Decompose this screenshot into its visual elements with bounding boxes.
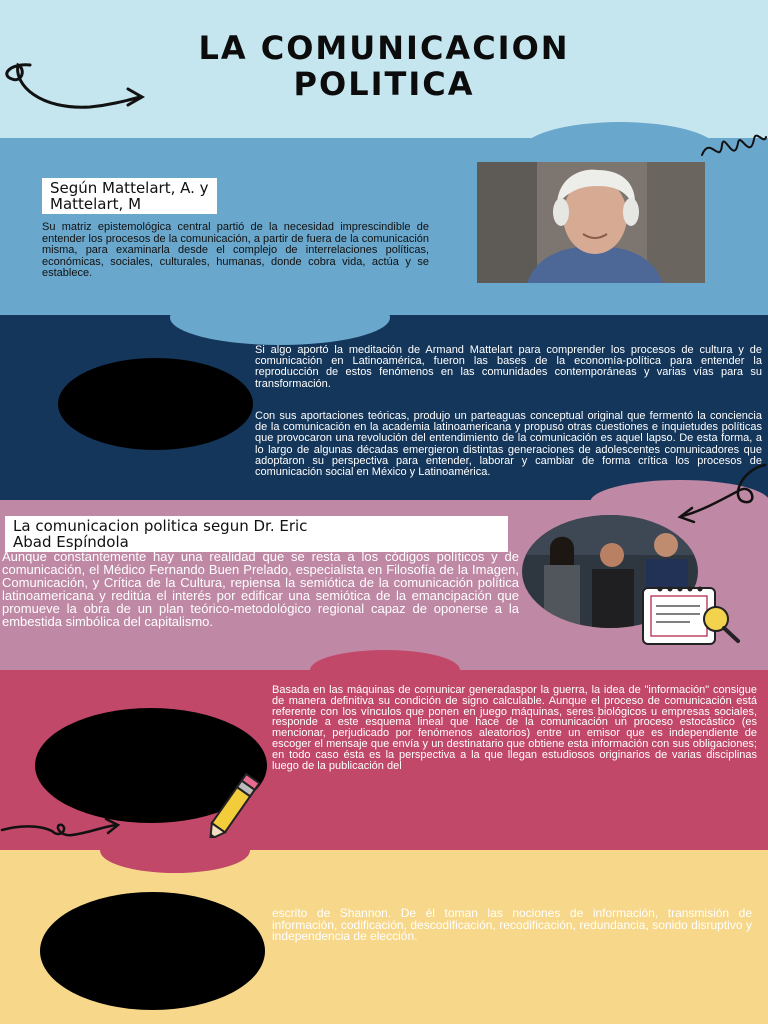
decorative-blob bbox=[40, 892, 265, 1010]
section3-label-line-1: La comunicacion politica segun Dr. Eric bbox=[13, 517, 308, 535]
title-line-1: LA COMUNICACION bbox=[198, 29, 570, 67]
section3-label bbox=[5, 516, 508, 552]
section2-paragraph-2: Con sus aportaciones teóricas, produjo un parteaguas conceptual original que fermentó la conciencia de la comunicación en la academia latinoamericana y propuso otras cuestiones e inquietudes políticas que provocaron una revolución del entendimiento de la comunicación es aquel lapso. De esta forma, a lo largo de algunas décadas emergieron distintas generaciones de adolescentes comunicadores que adoptaron su perspectiva para entender, laborar y cambiar de forma crítica los procesos de comunicación social en México y Latinoamérica. bbox=[255, 410, 762, 479]
decorative-blob bbox=[58, 358, 253, 450]
section1-body: Su matriz epistemológica central partió de la necesidad imprescindible de entender los procesos de la comunicación, a partir de fuera de la comunicación misma, para examinarla desde el complejo de interrelaciones políticas, económicas, sociales, culturales, humanas, donde cobra vida, actúa y se establece. bbox=[42, 221, 429, 279]
page-title bbox=[0, 30, 768, 102]
section3-body: Aunque constantemente hay una realidad que se resta a los códigos políticos y de comunicación, el Médico Fernando Buen Prelado, especialista en Filosofía de la Imagen, Comunicación, y Crítica de la Cultura, repiensa la semiótica de la comunicación política latinoamericana y reditúa el interés por edificar una semiótica de la emancipación que promueve la obra de un plan teórico-metodológico regional capaz de oponerse a la embestida simbólica del capitalismo. bbox=[2, 549, 519, 629]
mattelart-photo bbox=[477, 162, 705, 283]
title-line-2: POLITICA bbox=[293, 65, 475, 103]
pencil-icon bbox=[200, 770, 270, 838]
clipboard-icon bbox=[640, 585, 745, 647]
section5-body: escrito de Shannon. De él toman las nociones de información, transmisión de información, codificación, descodificación, recodificación, redundancia, sonido disruptivo y independencia de elección. bbox=[272, 906, 752, 943]
squiggle-arrow-icon bbox=[0, 815, 125, 845]
section2-paragraph-1: Si algo aportó la meditación de Armand Mattelart para comprender los procesos de cultura y de comunicación en Latinoamérica, fueron las bases de la economía-política para entender la reproducción de estos fenómenos en las comunidades contemporáneas y varias vías para su transformación. bbox=[255, 344, 762, 390]
coil-icon bbox=[700, 125, 768, 170]
section1-label bbox=[42, 178, 217, 214]
section4-body: Basada en las máquinas de comunicar generadaspor la guerra, la idea de "información" consigue de manera definitiva su condición de signo calculable. Aunque el proceso de comunicación está referente con los vínculos que ponen en juego máquinas, seres biológicos u empresas sociales, responde a este esquema lineal que hace de la comunicación un proceso estocástico (es mencionar, perjudicado por fenómenos aleatorios) entre un emisor que es independiente de escoger el mensaje que envía y un destinatario que obtiene esta información con sus obligaciones; en todo caso ésta es la perspectiva a la que llegan estudiosos originarios de varias disciplinas luego de la publicación del bbox=[272, 684, 757, 772]
wave-bump bbox=[170, 290, 390, 345]
section3-label-line-2: Abad Espíndola bbox=[13, 533, 129, 551]
section1-label-line-2: Mattelart, M bbox=[50, 195, 142, 213]
section1-label-line-1: Según Mattelart, A. y bbox=[50, 179, 209, 197]
